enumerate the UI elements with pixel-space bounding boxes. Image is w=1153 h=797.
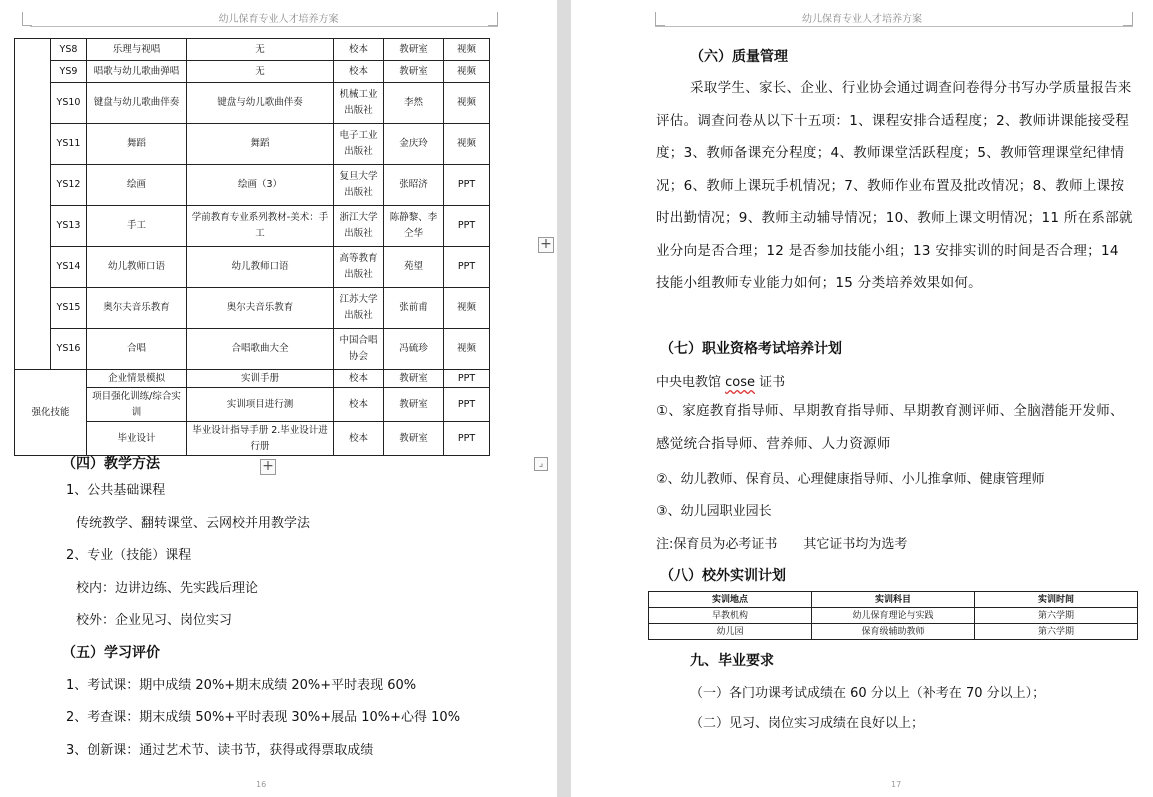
add-column-button[interactable]: + <box>538 237 554 253</box>
list-item: 2、考查课：期末成绩 50%+平时表现 30%+展品 10%+心得 10% <box>66 710 461 725</box>
header-rule <box>30 26 498 27</box>
table-cell: 绘画 <box>87 165 187 206</box>
table-row <box>15 165 490 206</box>
table-header-row <box>649 592 1138 608</box>
table-cell: 江苏大学出版社 <box>334 288 384 329</box>
page-number: 17 <box>891 780 902 789</box>
table-cell: YS10 <box>51 83 87 124</box>
table-cell: 高等教育出版社 <box>334 247 384 288</box>
table-cell: 第六学期 <box>975 608 1138 624</box>
table-cell: 陈静黎、李仝华 <box>384 206 444 247</box>
table-row <box>15 329 490 370</box>
margin-corner-mark <box>655 12 665 26</box>
table-cell: 乐理与视唱 <box>87 39 187 61</box>
table-row <box>15 61 490 83</box>
table-row <box>15 288 490 329</box>
section-heading: （八）校外实训计划 <box>660 568 786 584</box>
table-cell: 视频 <box>444 83 490 124</box>
table-cell: 校本 <box>334 370 384 388</box>
table-cell: 无 <box>187 39 334 61</box>
table-cell: PPT <box>444 370 490 388</box>
table-cell: 李然 <box>384 83 444 124</box>
table-cell: YS14 <box>51 247 87 288</box>
table-cell: 保育级辅助教师 <box>812 624 975 640</box>
table-cell: PPT <box>444 247 490 288</box>
page-number: 16 <box>256 780 267 789</box>
table-cell: 手工 <box>87 206 187 247</box>
table-cell: 校本 <box>334 388 384 422</box>
table-cell: YS9 <box>51 61 87 83</box>
section-heading: （五）学习评价 <box>62 645 160 661</box>
table-cell: 教研室 <box>384 422 444 456</box>
table-row <box>15 370 490 388</box>
list-item: ①、家庭教育指导师、早期教育指导师、早期教育测评师、全脑潜能开发师、感觉统合指导师、营养师、人力资源师 <box>656 403 1124 452</box>
table-cell: 第六学期 <box>975 624 1138 640</box>
margin-corner-mark <box>1123 12 1133 26</box>
skill-group-cell: 强化技能 <box>15 370 87 456</box>
table-cell: PPT <box>444 388 490 422</box>
table-cell: 学前教育专业系列教材-美术：手工 <box>187 206 334 247</box>
table-cell: 金庆玲 <box>384 124 444 165</box>
table-cell: 合唱歌曲大全 <box>187 329 334 370</box>
table-cell: 早教机构 <box>649 608 812 624</box>
table-cell: 幼儿保育理论与实践 <box>812 608 975 624</box>
header-rule <box>655 26 1133 27</box>
table-cell: YS16 <box>51 329 87 370</box>
table-cell: 视频 <box>444 288 490 329</box>
column-header: 实训科目 <box>812 592 975 608</box>
table-cell: 绘画（3） <box>187 165 334 206</box>
table-cell: 键盘与幼儿歌曲伴奏 <box>187 83 334 124</box>
list-item: 2、专业（技能）课程 <box>66 548 192 563</box>
table-cell: PPT <box>444 165 490 206</box>
table-cell: 苑望 <box>384 247 444 288</box>
note: 注:保育员为必考证书 其它证书均为选考 <box>656 537 908 552</box>
course-table <box>14 38 490 456</box>
table-cell: YS12 <box>51 165 87 206</box>
table-cell: 浙江大学出版社 <box>334 206 384 247</box>
list-item: （一）各门功课考试成绩在 60 分以上（补考在 70 分以上）； <box>690 686 1046 701</box>
list-item: ②、幼儿教师、保育员、心理健康指导师、小儿推拿师、健康管理师 <box>656 472 1045 487</box>
table-cell: 毕业设计指导手册 2.毕业设计进行册 <box>187 422 334 456</box>
table-cell: 教研室 <box>384 61 444 83</box>
table-row <box>15 388 490 422</box>
table-cell: 视频 <box>444 124 490 165</box>
table-resize-handle[interactable]: ⌟ <box>534 457 548 471</box>
table-row <box>649 608 1138 624</box>
add-row-button[interactable]: + <box>260 459 276 475</box>
page-header: 幼儿保育专业人才培养方案 <box>802 14 922 25</box>
table-cell: 视频 <box>444 39 490 61</box>
table-cell: 奥尔夫音乐教育 <box>87 288 187 329</box>
cert-suffix: 证书 <box>755 375 786 390</box>
table-cell: 实训项目进行测 <box>187 388 334 422</box>
table-cell: 电子工业出版社 <box>334 124 384 165</box>
table-cell: 舞蹈 <box>187 124 334 165</box>
list-item: 1、考试课：期中成绩 20%+期末成绩 20%+平时表现 60% <box>66 678 417 693</box>
table-cell: 张昭济 <box>384 165 444 206</box>
list-item: （二）见习、岗位实习成绩在良好以上； <box>690 716 925 731</box>
section-heading: （四）教学方法 <box>62 456 160 472</box>
table-cell: 键盘与幼儿歌曲伴奏 <box>87 83 187 124</box>
table-row <box>15 124 490 165</box>
table-cell: PPT <box>444 422 490 456</box>
table-cell: 复旦大学出版社 <box>334 165 384 206</box>
margin-corner-mark <box>22 12 32 26</box>
page-header: 幼儿保育专业人才培养方案 <box>218 14 339 25</box>
page-gutter <box>557 0 571 797</box>
table-cell: 幼儿园 <box>649 624 812 640</box>
section-heading: （六）质量管理 <box>690 49 788 65</box>
table-cell: 机械工业出版社 <box>334 83 384 124</box>
table-cell: 视频 <box>444 329 490 370</box>
section-heading: （七）职业资格考试培养计划 <box>660 341 842 357</box>
margin-corner-mark <box>488 12 498 26</box>
table-cell: 舞蹈 <box>87 124 187 165</box>
table-cell: 实训手册 <box>187 370 334 388</box>
table-cell: 教研室 <box>384 370 444 388</box>
table-cell: YS13 <box>51 206 87 247</box>
paragraph: 采取学生、家长、企业、行业协会通过调查问卷得分书写办学质量报告来评估。调查问卷从以下十五项：1、课程安排合适程度；2、教师讲课能接受程度；3、教师备课充分程度；4、教师课堂活跃程度；5、教师管理课堂纪律情况；6、教师上课玩手机情况；7、教师作业布置及批改情况；8、教师上课按时出勤情况；9、教师主动辅导情况；10、教师上课文明情况；11 所在系部就业分向是否合理；12 是否参加技能小组；13 安排实训的时间是否合理；14 技能小组教师专业能力如何；15 分类培养效果如何。 <box>656 80 1133 291</box>
column-header: 实训地点 <box>649 592 812 608</box>
table-cell: YS11 <box>51 124 87 165</box>
table-row <box>15 39 490 61</box>
document-page-left <box>0 0 557 797</box>
table-cell: 项目强化训练/综合实训 <box>87 388 187 422</box>
cert-line <box>656 371 785 390</box>
list-item: ③、幼儿园职业园长 <box>656 504 772 519</box>
table-cell: 奥尔夫音乐教育 <box>187 288 334 329</box>
table-cell: 教研室 <box>384 388 444 422</box>
training-table <box>648 591 1138 640</box>
table-cell: 校本 <box>334 422 384 456</box>
spelling-flag: cose <box>725 375 756 390</box>
list-item: 1、公共基础课程 <box>66 483 166 498</box>
table-row <box>15 83 490 124</box>
section-heading: 九、毕业要求 <box>690 653 774 669</box>
table-cell: 幼儿教师口语 <box>187 247 334 288</box>
table-cell: PPT <box>444 206 490 247</box>
table-cell: 冯硫珍 <box>384 329 444 370</box>
table-cell: YS15 <box>51 288 87 329</box>
table-cell: 视频 <box>444 61 490 83</box>
table-cell: 张前甫 <box>384 288 444 329</box>
table-cell: 教研室 <box>384 39 444 61</box>
paragraph: 传统教学、翻转课堂、云网校并用教学法 <box>76 516 311 531</box>
table-row <box>15 206 490 247</box>
column-header: 实训时间 <box>975 592 1138 608</box>
table-cell: 唱歌与幼儿歌曲弹唱 <box>87 61 187 83</box>
table-cell: 校本 <box>334 61 384 83</box>
table-row <box>15 422 490 456</box>
table-cell: 校本 <box>334 39 384 61</box>
list-item: 3、创新课：通过艺术节、读书节，获得或得票取成绩 <box>66 743 374 758</box>
table-row <box>15 247 490 288</box>
table-cell: 中国合唱协会 <box>334 329 384 370</box>
table-cell: 毕业设计 <box>87 422 187 456</box>
paragraph: 校外：企业见习、岗位实习 <box>76 613 233 628</box>
table-cell: 企业情景模拟 <box>87 370 187 388</box>
paragraph: 校内：边讲边练、先实践后理论 <box>76 581 259 596</box>
table-cell <box>15 39 51 370</box>
cert-prefix: 中央电教馆 <box>656 375 726 390</box>
table-cell: 无 <box>187 61 334 83</box>
table-cell: YS8 <box>51 39 87 61</box>
table-cell: 合唱 <box>87 329 187 370</box>
table-cell: 幼儿教师口语 <box>87 247 187 288</box>
table-row <box>649 624 1138 640</box>
